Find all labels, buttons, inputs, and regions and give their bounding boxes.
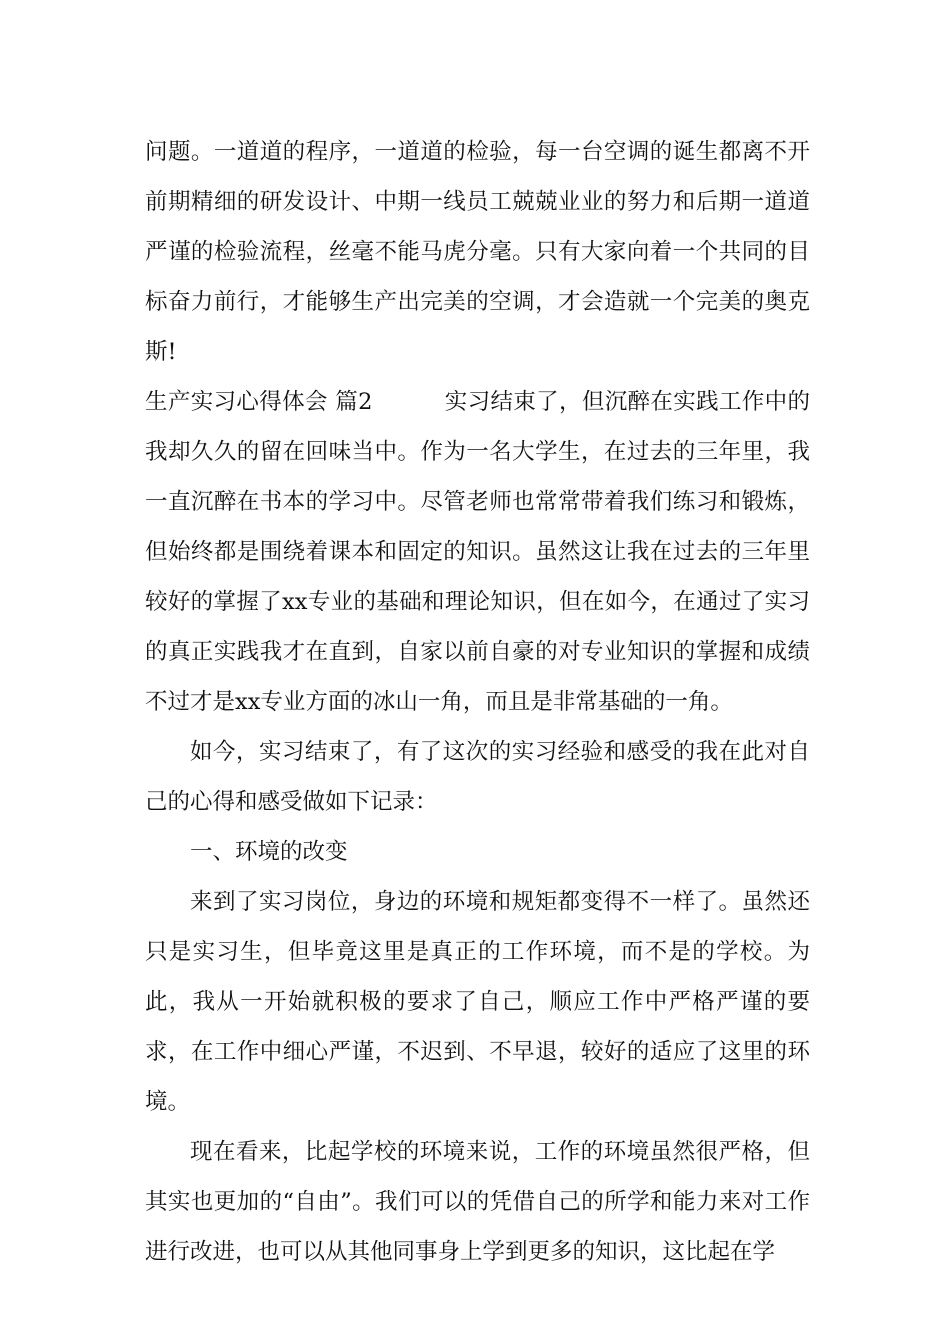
section-paragraph <box>145 377 810 727</box>
body-paragraph: 现在看来，比起学校的环境来说，工作的环境虽然很严格，但其实也更加的“自由”。我们可以的凭借自己的所学和能力来对工作进行改进，也可以从其他同事身上学到更多的知识，这比起在学 <box>145 1139 810 1265</box>
body-paragraph: 如今，实习结束了，有了这次的实习经验和感受的我在此对自己的心得和感受做如下记录： <box>145 739 810 815</box>
section-intro: 实习结束了，但沉醉在实践工作中的我却久久的留在回味当中。作为一名大学生，在过去的三年里，我一直沉醉在书本的学习中。尽管老师也常常带着我们练习和锻炼，但始终都是围绕着课本和固定的知识。虽然这让我在过去的三年里较好的掌握了xx专业的基础和理论知识，但在如今，在通过了实习的真正实践我才在直到，自家以前自豪的对专业知识的掌握和成绩不过才是xx专业方面的冰山一角，而且是非常基础的一角。 <box>145 389 810 715</box>
continuation-paragraph: 问题。一道道的程序，一道道的检验，每一台空调的诞生都离不开前期精细的研发设计、中期一线员工兢兢业业的努力和后期一道道严谨的检验流程，丝毫不能马虎分毫。只有大家向着一个共同的目标奋力前行，才能够生产出完美的空调，才会造就一个完美的奥克斯! <box>145 139 810 365</box>
body-paragraph: 来到了实习岗位，身边的环境和规矩都变得不一样了。虽然还只是实习生，但毕竟这里是真正的工作环境，而不是的学校。为此，我从一开始就积极的要求了自己，顺应工作中严格严谨的要求，在工作中细心严谨，不迟到、不早退，较好的适应了这里的环境。 <box>145 889 810 1115</box>
document-page <box>145 127 810 1277</box>
section-title: 生产实习心得体会 篇2 <box>145 389 373 415</box>
subheading-environment: 一、环境的改变 <box>190 839 348 865</box>
